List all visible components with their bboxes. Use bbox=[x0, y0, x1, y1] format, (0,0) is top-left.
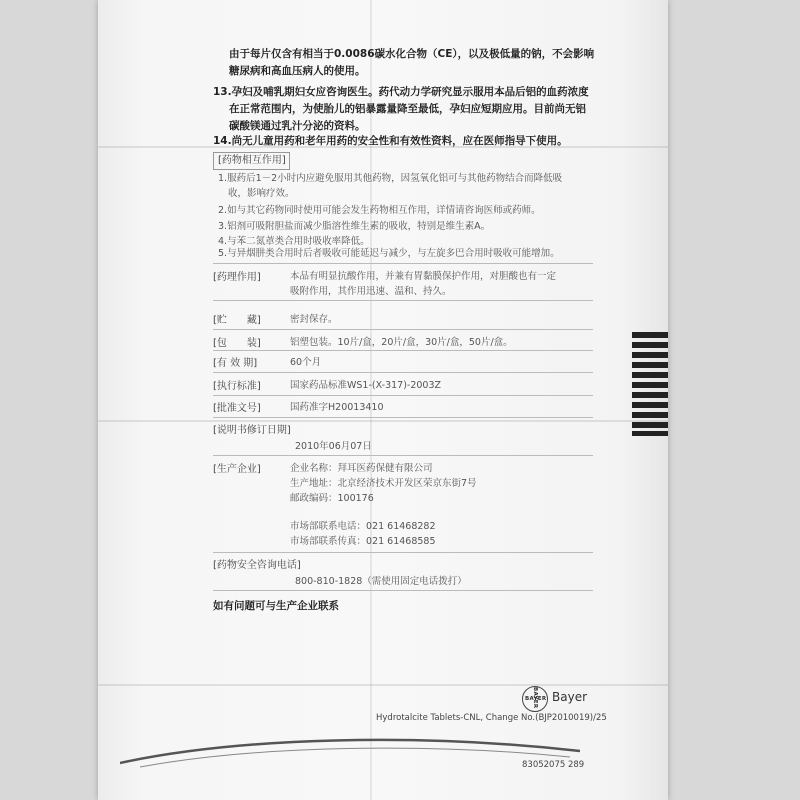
manufacturer-address: 生产地址：北京经济技术开发区荣京东街7号 bbox=[290, 478, 477, 489]
divider bbox=[213, 455, 593, 456]
leaflet-number: 83052075 289 bbox=[522, 760, 585, 770]
hotline-label: [药物安全咨询电话] bbox=[213, 560, 301, 571]
pharmacology-text: 本品有明显抗酸作用，并兼有胃黏膜保护作用，对胆酸也有一定 bbox=[290, 271, 557, 282]
manufacturer-postal: 邮政编码：100176 bbox=[290, 493, 374, 504]
pharmacology-label: [药理作用] bbox=[213, 272, 261, 283]
validity-value: 60个月 bbox=[290, 357, 322, 368]
package-label: [包 装] bbox=[213, 338, 261, 349]
manufacturer-label: [生产企业] bbox=[213, 464, 261, 475]
interactions-label: [药物相互作用] bbox=[213, 152, 290, 170]
barcode-strip bbox=[632, 332, 668, 436]
bayer-cross-logo: BAYER BAYER bbox=[522, 686, 548, 712]
divider bbox=[213, 329, 593, 330]
divider bbox=[213, 590, 593, 591]
fold-line bbox=[98, 420, 668, 422]
standard-value: 国家药品标准WS1-(X-317)-2003Z bbox=[290, 380, 442, 391]
manufacturer-name: 企业名称：拜耳医药保健有限公司 bbox=[290, 463, 433, 474]
validity-label: [有 效 期] bbox=[213, 358, 258, 369]
precaution-line: 在正常范围内，为使胎儿的铝暴露量降至最低，孕妇应短期应用。目前尚无铝 bbox=[229, 103, 586, 115]
interaction-line: 1.服药后1－2小时内应避免服用其他药物，因氢氧化铝可与其他药物结合而降低吸 bbox=[218, 173, 563, 184]
interaction-line: 4.与苯二氮䓬类合用时吸收率降低。 bbox=[218, 236, 370, 247]
revision-value: 2010年06月07日 bbox=[295, 441, 372, 452]
fold-line bbox=[98, 684, 668, 686]
divider bbox=[213, 350, 593, 351]
divider bbox=[213, 417, 593, 418]
manufacturer-fax: 市场部联系传真：021 61468585 bbox=[290, 536, 436, 547]
storage-label: [贮 藏] bbox=[213, 315, 261, 326]
decorative-swoosh bbox=[120, 725, 580, 785]
manufacturer-phone: 市场部联系电话：021 61468282 bbox=[290, 521, 436, 532]
product-code: Hydrotalcite Tablets-CNL, Change No.(BJP2010019)/25 bbox=[376, 713, 607, 723]
standard-label: [执行标准] bbox=[213, 381, 261, 392]
precaution-line: 由于每片仅含有相当于0.0086碳水化合物（CE），以及极低量的钠，不会影响 bbox=[229, 48, 595, 60]
interaction-line: 5.与异烟肼类合用时后者吸收可能延迟与减少，与左旋多巴合用时吸收可能增加。 bbox=[218, 248, 560, 259]
revision-label: [说明书修订日期] bbox=[213, 425, 291, 436]
divider bbox=[213, 372, 593, 373]
precaution-line: 14.尚无儿童用药和老年用药的安全性和有效性资料，应在医师指导下使用。 bbox=[213, 135, 568, 147]
interaction-line: 3.铝剂可吸附胆盐而减少脂溶性维生素的吸收，特别是维生素A。 bbox=[218, 221, 491, 232]
divider bbox=[213, 552, 593, 553]
bayer-wordmark: Bayer bbox=[552, 690, 588, 704]
approval-label: [批准文号] bbox=[213, 403, 261, 414]
divider bbox=[213, 395, 593, 396]
hotline-value: 800-810-1828（需使用固定电话拨打） bbox=[295, 576, 467, 587]
pharmacology-text: 吸附作用，其作用迅速、温和、持久。 bbox=[290, 286, 452, 297]
storage-value: 密封保存。 bbox=[290, 314, 338, 325]
contact-note: 如有问题可与生产企业联系 bbox=[213, 600, 339, 612]
precaution-line: 糖尿病和高血压病人的使用。 bbox=[229, 65, 366, 77]
precaution-line: 13.孕妇及哺乳期妇女应咨询医生。药代动力学研究显示服用本品后铝的血药浓度 bbox=[213, 86, 589, 98]
interaction-line: 2.如与其它药物同时使用可能会发生药物相互作用，详情请咨询医师或药师。 bbox=[218, 205, 541, 216]
divider bbox=[213, 263, 593, 264]
precaution-line: 碳酸镁通过乳汁分泌的资料。 bbox=[229, 120, 366, 132]
package-value: 铝塑包装。10片/盒，20片/盒，30片/盒，50片/盒。 bbox=[290, 337, 513, 348]
approval-value: 国药准字H20013410 bbox=[290, 402, 384, 413]
interaction-line: 收，影响疗效。 bbox=[228, 188, 295, 199]
divider bbox=[213, 300, 593, 301]
